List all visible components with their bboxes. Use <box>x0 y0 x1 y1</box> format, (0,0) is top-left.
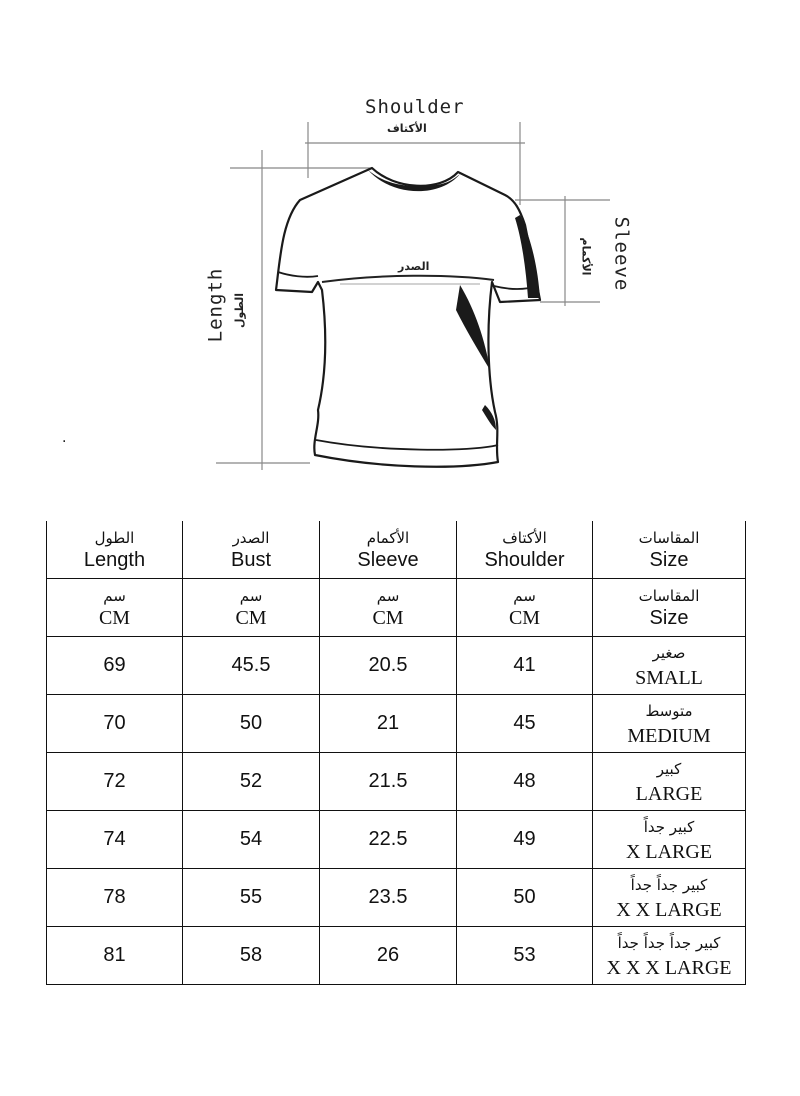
unit-length <box>47 579 183 637</box>
unit-size-ar: المقاسات <box>638 586 700 605</box>
bust-label-ar: الصدر <box>398 260 430 273</box>
size-row <box>47 637 746 695</box>
cell-length: 81 <box>47 927 183 985</box>
unit-shoulder-en: CM <box>508 606 541 629</box>
size-row <box>47 695 746 753</box>
cell-shoulder: 45 <box>457 695 593 753</box>
unit-length-en: CM <box>98 606 131 629</box>
sleeve-label: Sleeve <box>610 216 633 292</box>
cell-sleeve: 20.5 <box>320 637 457 695</box>
size-row <box>47 811 746 869</box>
cell-shoulder: 50 <box>457 869 593 927</box>
size-name-ar: متوسط <box>645 701 693 720</box>
cell-shoulder: 49 <box>457 811 593 869</box>
header-length-ar: الطول <box>94 528 135 547</box>
cell-size <box>593 637 746 695</box>
size-name-en: LARGE <box>635 782 703 805</box>
stray-dot: . <box>62 430 67 446</box>
unit-bust-en: CM <box>235 606 267 629</box>
header-shoulder-en: Shoulder <box>484 548 565 571</box>
cell-bust: 55 <box>183 869 320 927</box>
size-rows <box>47 637 746 985</box>
size-name-en: X X LARGE <box>616 898 722 921</box>
size-chart-table <box>46 521 746 985</box>
shoulder-label-ar: الأكتاف <box>387 122 427 135</box>
tshirt-diagram <box>0 0 800 500</box>
cell-sleeve: 26 <box>320 927 457 985</box>
unit-bust <box>183 579 320 637</box>
unit-length-ar: سم <box>103 586 126 605</box>
cell-sleeve: 23.5 <box>320 869 457 927</box>
header-bust-en: Bust <box>230 548 272 571</box>
size-name-ar: كبير جداً جداً جداً <box>617 933 721 952</box>
cell-bust: 50 <box>183 695 320 753</box>
cell-length: 70 <box>47 695 183 753</box>
header-size-ar: المقاسات <box>638 528 700 547</box>
header-bust-ar: الصدر <box>232 528 270 547</box>
cell-bust: 54 <box>183 811 320 869</box>
unit-bust-ar: سم <box>239 586 263 605</box>
cell-size <box>593 869 746 927</box>
size-name-en: X LARGE <box>625 840 713 863</box>
header-shoulder <box>457 521 593 579</box>
shoulder-label: Shoulder <box>365 96 465 118</box>
cell-sleeve: 21.5 <box>320 753 457 811</box>
cell-shoulder: 48 <box>457 753 593 811</box>
cell-sleeve: 21 <box>320 695 457 753</box>
size-row <box>47 753 746 811</box>
cell-sleeve: 22.5 <box>320 811 457 869</box>
header-shoulder-ar: الأكتاف <box>502 528 547 547</box>
unit-sleeve <box>320 579 457 637</box>
unit-size-en: Size <box>649 606 689 629</box>
size-name-en: X X X LARGE <box>606 956 732 979</box>
header-sleeve-en: Sleeve <box>357 548 419 571</box>
cell-bust: 58 <box>183 927 320 985</box>
cell-shoulder: 53 <box>457 927 593 985</box>
unit-sleeve-ar: سم <box>376 586 400 605</box>
cell-length: 69 <box>47 637 183 695</box>
cell-shoulder: 41 <box>457 637 593 695</box>
size-name-ar: صغير <box>652 643 686 662</box>
cell-length: 78 <box>47 869 183 927</box>
length-label-ar: الطول <box>233 292 247 329</box>
header-sleeve-ar: الأكمام <box>366 528 410 547</box>
size-name-en: SMALL <box>635 666 703 689</box>
sleeve-label-ar: الأكمام <box>579 237 593 276</box>
size-name-ar: كبير جداً جداً <box>630 875 708 894</box>
unit-row <box>47 579 746 637</box>
size-name-en: MEDIUM <box>627 724 711 747</box>
length-label: Length <box>204 267 227 343</box>
cell-bust: 45.5 <box>183 637 320 695</box>
cell-size <box>593 753 746 811</box>
tshirt-illustration <box>0 0 800 500</box>
cell-length: 74 <box>47 811 183 869</box>
tshirt-outline <box>276 168 540 467</box>
size-row <box>47 927 746 985</box>
header-bust <box>183 521 320 579</box>
unit-sleeve-en: CM <box>372 606 404 629</box>
header-size <box>593 521 746 579</box>
unit-shoulder-ar: سم <box>513 586 536 605</box>
header-length <box>47 521 183 579</box>
header-size-en: Size <box>649 548 689 571</box>
cell-length: 72 <box>47 753 183 811</box>
size-name-ar: كبير جداً <box>643 817 695 836</box>
size-row <box>47 869 746 927</box>
cell-size <box>593 695 746 753</box>
cell-size <box>593 811 746 869</box>
size-name-ar: كبير <box>656 759 682 778</box>
unit-size <box>593 579 746 637</box>
cell-bust: 52 <box>183 753 320 811</box>
header-length-en: Length <box>83 548 146 571</box>
header-sleeve <box>320 521 457 579</box>
unit-shoulder <box>457 579 593 637</box>
cell-size <box>593 927 746 985</box>
header-row <box>47 521 746 579</box>
